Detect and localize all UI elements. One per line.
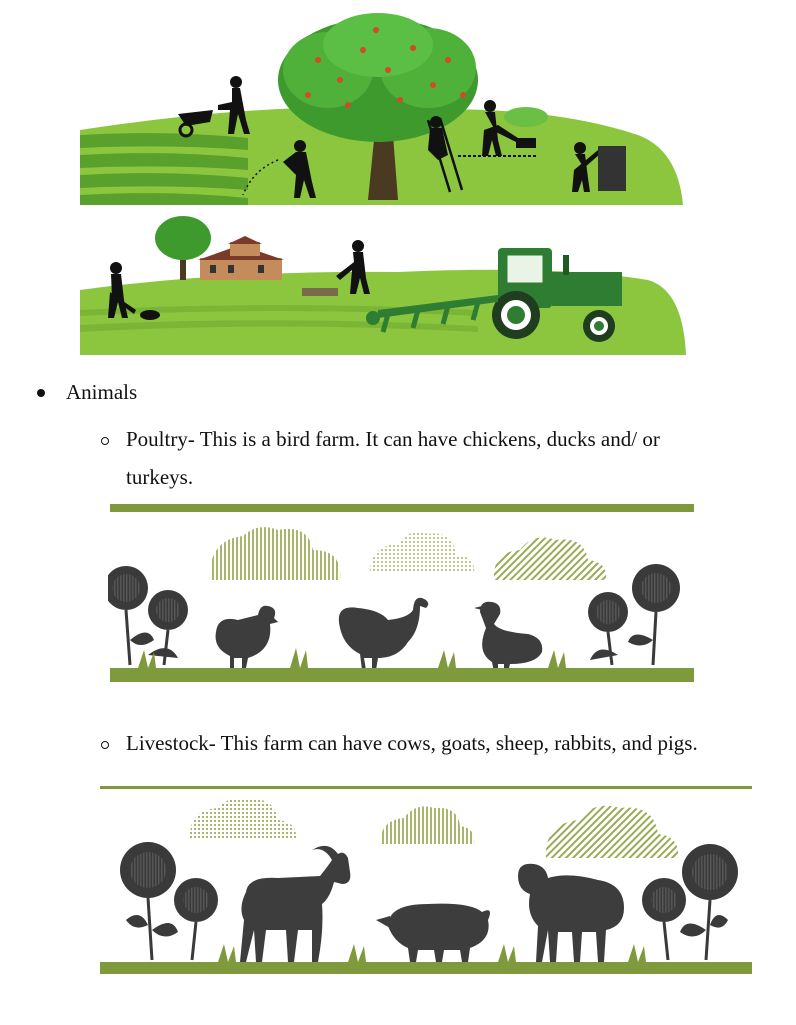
sunflowers-left — [108, 566, 188, 665]
bullet-circle — [101, 741, 109, 749]
farm-work-illustration — [78, 10, 688, 355]
sunflowers-right — [642, 844, 738, 960]
clouds — [190, 798, 678, 858]
shrub — [504, 107, 548, 127]
livestock-illustration — [98, 780, 754, 980]
clouds — [210, 527, 606, 580]
bullet-circle — [101, 437, 109, 445]
list-item-animals: Animals — [66, 380, 138, 404]
farmhouse-scene — [155, 216, 284, 280]
list-item-livestock: Livestock- This farm can have cows, goats, sheep, rabbits, and pigs. — [126, 731, 698, 755]
bullet-dot — [37, 389, 45, 397]
list-item-poultry-line1: Poultry- This is a bird farm. It can have chickens, ducks and/ or — [126, 427, 660, 451]
list-item-poultry-line2: turkeys. — [126, 465, 194, 489]
poultry-illustration — [108, 500, 696, 688]
ground-bar — [100, 962, 752, 974]
livestock-animals — [240, 846, 624, 962]
ground-bar — [110, 668, 694, 682]
top-bar — [110, 504, 694, 512]
poultry-animals — [216, 598, 543, 672]
top-line — [100, 786, 752, 789]
sunflowers-left — [120, 842, 218, 960]
